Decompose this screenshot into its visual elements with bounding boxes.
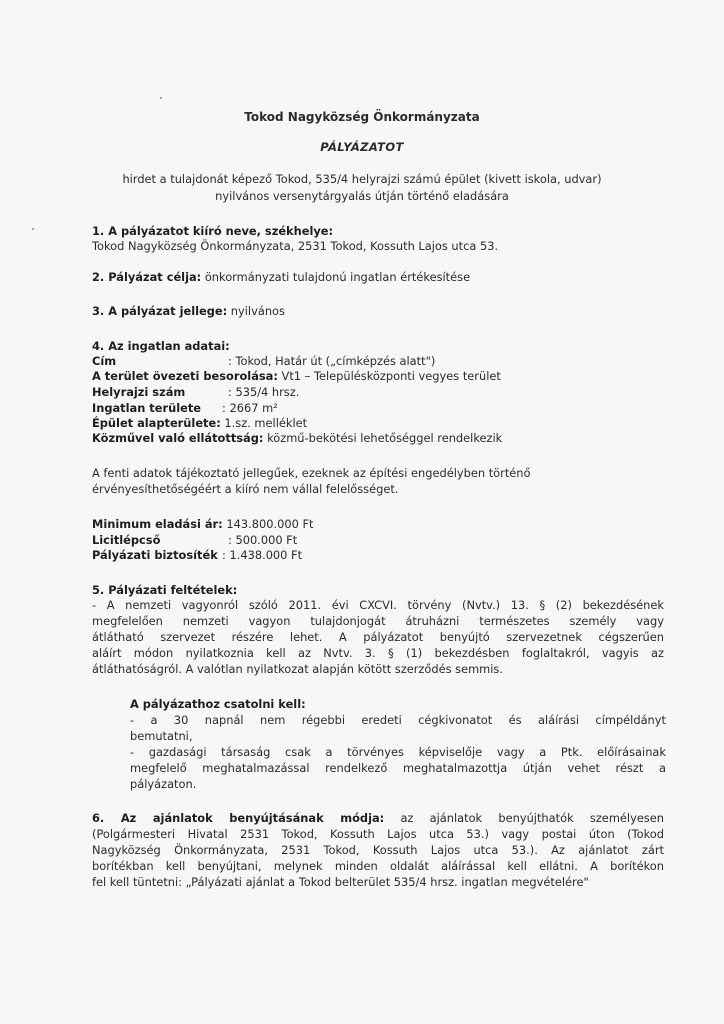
section-6-line-2: (Polgármesteri Hivatal 2531 Tokod, Kossuth Lajos utca 53.) vagy postai úton (Tokod bbox=[92, 827, 664, 841]
utilities-value: közmű-bekötési lehetőséggel rendelkezik bbox=[263, 431, 503, 445]
attachment-1-line-1: - a 30 napnál nem régebbi eredeti cégkivonatot és aláírási címpéldányt bbox=[130, 713, 666, 727]
cim-value: : Tokod, Határ út („címképzés alatt") bbox=[228, 354, 436, 368]
section-4-heading: 4. Az ingatlan adatai: bbox=[92, 339, 230, 353]
intro-line-2: nyilvános versenytárgyalás útján történő eladására bbox=[215, 189, 509, 203]
section-2-text: önkormányzati tulajdonú ingatlan értékesítése bbox=[201, 270, 471, 284]
conditions-line-3: átlátható szervezet részére lehet. A pályázatot benyújtó szervezetnek cégszerűen bbox=[92, 630, 664, 644]
section-2-heading: 2. Pályázat célja: bbox=[92, 270, 202, 284]
section-6-line-3: Nagyközség Önkormányzata, 2531 Tokod, Kossuth Lajos utca 53.). Az ajánlatot zárt bbox=[92, 843, 664, 857]
disclaimer-line-1: A fenti adatok tájékoztató jellegűek, ezeknek az építési engedélyben történő bbox=[92, 466, 531, 480]
scan-speck bbox=[32, 228, 34, 230]
section-5-heading: 5. Pályázati feltételek: bbox=[92, 583, 238, 597]
utilities-line bbox=[92, 431, 502, 445]
deposit-value: : 1.438.000 Ft bbox=[222, 548, 303, 562]
section-6-line-1 bbox=[92, 811, 664, 825]
zoning-value: Vt1 – Településközponti vegyes terület bbox=[277, 369, 501, 383]
section-3-heading: 3. A pályázat jellege: bbox=[92, 304, 228, 318]
section-6-line-4: borítékban kell benyújtani, melynek minden oldalát aláírással kell ellátni. A borítékon bbox=[92, 859, 664, 873]
section-6-heading: 6. Az ajánlatok benyújtásának módja: bbox=[92, 811, 385, 825]
organization-title: Tokod Nagyközség Önkormányzata bbox=[244, 110, 480, 124]
document-title: PÁLYÁZATOT bbox=[320, 140, 404, 154]
attachments-heading: A pályázathoz csatolni kell: bbox=[130, 697, 306, 711]
section-1-text: Tokod Nagyközség Önkormányzata, 2531 Tokod, Kossuth Lajos utca 53. bbox=[92, 239, 499, 253]
conditions-line-2: megfelelően nemzeti vagyon tulajdonjogát átruházni természetes személy vagy bbox=[92, 614, 664, 628]
parcel-number-value: : 535/4 hrsz. bbox=[228, 385, 300, 399]
property-area-label: Ingatlan területe bbox=[92, 401, 201, 415]
minimum-price-line bbox=[92, 517, 313, 531]
conditions-line-1: - A nemzeti vagyonról szóló 2011. évi CXCVI. törvény (Nvtv.) 13. § (2) bekezdésének bbox=[92, 598, 664, 612]
section-3-line bbox=[92, 304, 285, 318]
bid-increment-label: Licitlépcső bbox=[92, 533, 161, 547]
building-area-value: 1.sz. melléklet bbox=[220, 416, 308, 430]
utilities-label: Közművel való ellátottság: bbox=[92, 431, 264, 445]
intro-line-1: hirdet a tulajdonát képező Tokod, 535/4 helyrajzi számú épület (kivett iskola, udvar) bbox=[122, 172, 602, 186]
section-1-heading: 1. A pályázatot kiíró neve, székhelye: bbox=[92, 224, 334, 238]
attachment-2-line-2: megfelelő meghatalmazással rendelkező meghatalmazottja útján vehet részt a bbox=[130, 761, 666, 775]
zoning-line bbox=[92, 369, 501, 383]
minimum-price-label: Minimum eladási ár: bbox=[92, 517, 223, 531]
section-6-line-5: fel kell tüntetni: „Pályázati ajánlat a Tokod belterület 535/4 hrsz. ingatlan megvételére" bbox=[92, 875, 589, 889]
building-area-line bbox=[92, 416, 307, 430]
attachment-2-line-1: - gazdasági társaság csak a törvényes képviselője vagy a Ptk. előírásainak bbox=[130, 745, 666, 759]
minimum-price-value: 143.800.000 Ft bbox=[222, 517, 314, 531]
attachment-1-line-2: bemutatni, bbox=[130, 729, 193, 743]
disclaimer-line-2: érvényesíthetőségéért a kiíró nem vállal felelősséget. bbox=[92, 482, 399, 496]
scan-speck bbox=[160, 97, 162, 99]
deposit-label: Pályázati biztosíték bbox=[92, 548, 218, 562]
cim-label: Cím bbox=[92, 354, 117, 368]
attachment-2-line-3: pályázaton. bbox=[130, 777, 197, 791]
bid-increment-value: : 500.000 Ft bbox=[228, 533, 298, 547]
parcel-number-label: Helyrajzi szám bbox=[92, 385, 186, 399]
section-2-line bbox=[92, 270, 470, 284]
property-area-value: : 2667 m² bbox=[222, 401, 278, 415]
conditions-line-4: aláírt módon nyilatkoznia kell az Nvtv. 3. § (1) bekezdésben foglaltakról, vagyis az bbox=[92, 646, 664, 660]
building-area-label: Épület alapterülete: bbox=[92, 416, 221, 430]
zoning-label: A terület övezeti besorolása: bbox=[92, 369, 278, 383]
section-6-text: az ajánlatok benyújthatók személyesen bbox=[384, 811, 664, 825]
section-3-text: nyilvános bbox=[227, 304, 285, 318]
conditions-line-5: átláthatóságról. A valótlan nyilatkozat alapján kötött szerződés semmis. bbox=[92, 662, 503, 676]
